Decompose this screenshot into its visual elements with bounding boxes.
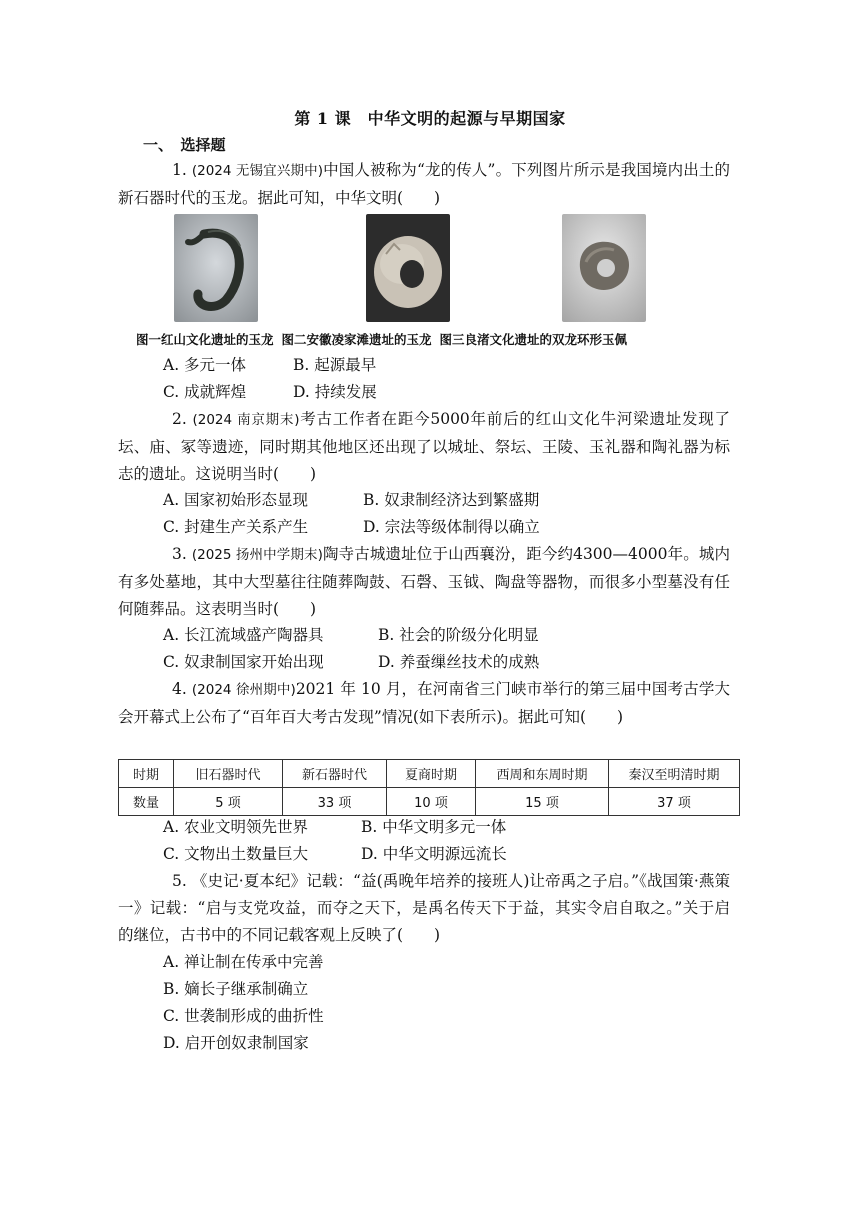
question-text: 考古工作者在距今5000年前后的红山文化牛河梁遗址发现了坛、庙、冢等遗迹，同时期其他地区还出现了以城址、祭坛、王陵、玉礼器和陶礼器为标志的遗址。这说明当时( ) [118,410,730,483]
q1-options-row-2 [163,379,377,406]
question-4 [118,676,730,731]
question-text: 《史记·夏本纪》记载：“益(禹晚年培养的接班人)让帝禹之子启。”《战国策·燕策一》记载：“启与支党攻益，而夺之天下，是禹名传天下于益，其实令启自取之。”关于启的继位，古书中的不同记载客观上反映了( ) [118,872,730,944]
option-c[interactable]: C. 文物出土数量巨大 [163,845,309,863]
question-source: (2025 扬州中学期末) [191,547,323,563]
figure-caption-1: 图一红山文化遗址的玉龙 [136,332,274,347]
option-b[interactable]: B. 社会的阶级分化明显 [378,626,539,644]
question-source: (2024 南京期末) [192,412,300,428]
figure-caption-3: 图三良渚文化遗址的双龙环形玉佩 [439,332,628,347]
question-number: 4. [172,680,192,698]
question-source: (2024 徐州期中) [191,682,296,698]
question-text: 陶寺古城遗址位于山西襄汾，距今约4300—4000年。城内有多处墓地，其中大型墓往往随葬陶鼓、石磬、玉钺、陶盘等器物，而很多小型墓没有任何随葬品。这表明当时( ) [118,545,730,618]
option-c[interactable]: C. 成就辉煌 [163,383,247,401]
option-c[interactable]: C. 奴隶制国家开始出现 [163,653,324,671]
table-cell: 新石器时代 [283,760,387,788]
option-a[interactable]: A. 长江流域盛产陶器具 [163,626,324,644]
question-number: 5. [172,872,192,890]
section-heading: 一、 选择题 [143,136,226,154]
question-2 [118,406,730,488]
option-a[interactable]: A. 国家初始形态显现 [163,491,309,509]
option-c[interactable]: C. 世袭制形成的曲折性 [163,1007,324,1025]
option-d[interactable]: D. 养蚕缫丝技术的成熟 [378,653,540,671]
question-number: 3. [172,545,192,563]
option-d[interactable]: D. 宗法等级体制得以确立 [363,518,540,536]
table-cell: 数量 [119,788,174,816]
figure-caption-2: 图二安徽凌家滩遗址的玉龙 [281,332,432,347]
question-text: 中国人被称为“龙的传人”。下列图片所示是我国境内出土的新石器时代的玉龙。据此可知，中华文明( ) [118,161,731,207]
option-c[interactable]: C. 封建生产关系产生 [163,518,309,536]
question-5 [118,868,730,949]
option-b[interactable]: B. 奴隶制经济达到繁盛期 [363,491,540,509]
discoveries-table [118,759,740,816]
table-header-row [119,760,740,788]
table-cell: 夏商时期 [387,760,476,788]
q2-options-row-2 [163,514,540,541]
q3-options-row-2 [163,649,539,676]
table-cell: 秦汉至明清时期 [609,760,740,788]
question-text: 2021 年 10 月，在河南省三门峡市举行的第三届中国考古学大会开幕式上公布了“百年百大考古发现”情况(如下表所示)。据此可知( ) [118,680,731,726]
figure-captions [136,330,736,348]
table-cell: 15 项 [476,788,609,816]
q3-options-row-1 [163,622,539,649]
table-cell: 33 项 [283,788,387,816]
q2-options-row-1 [163,487,539,514]
option-d[interactable]: D. 中华文明源远流长 [361,845,507,863]
jade-dragon-photo-2 [366,214,450,322]
option-a[interactable]: A. 农业文明领先世界 [163,818,309,836]
jade-pendant-photo-3 [562,214,646,322]
option-b[interactable]: B. 嫡长子继承制确立 [163,980,309,998]
table-cell: 时期 [119,760,174,788]
table-cell: 5 项 [174,788,283,816]
q4-options-row-2 [163,841,507,868]
lesson-title: 第 1 课 中华文明的起源与早期国家 [294,109,566,128]
table-cell: 西周和东周时期 [476,760,609,788]
option-d[interactable]: D. 启开创奴隶制国家 [163,1034,309,1052]
table-row [119,788,740,816]
option-b[interactable]: B. 中华文明多元一体 [361,818,507,836]
q4-options-row-1 [163,814,506,841]
question-1 [118,157,730,212]
option-b[interactable]: B. 起源最早 [293,356,377,374]
table-cell: 37 项 [609,788,740,816]
jade-dragon-photo-1 [174,214,258,322]
option-d[interactable]: D. 持续发展 [293,383,377,401]
table-cell: 10 项 [387,788,476,816]
question-source: (2024 无锡宜兴期中) [191,163,323,179]
table-cell: 旧石器时代 [174,760,283,788]
question-number: 1. [172,161,192,179]
question-3 [118,541,730,623]
option-a[interactable]: A. 多元一体 [163,356,247,374]
q1-options-row-1 [163,352,376,379]
option-a[interactable]: A. 禅让制在传承中完善 [163,953,324,971]
question-number: 2. [172,410,193,428]
